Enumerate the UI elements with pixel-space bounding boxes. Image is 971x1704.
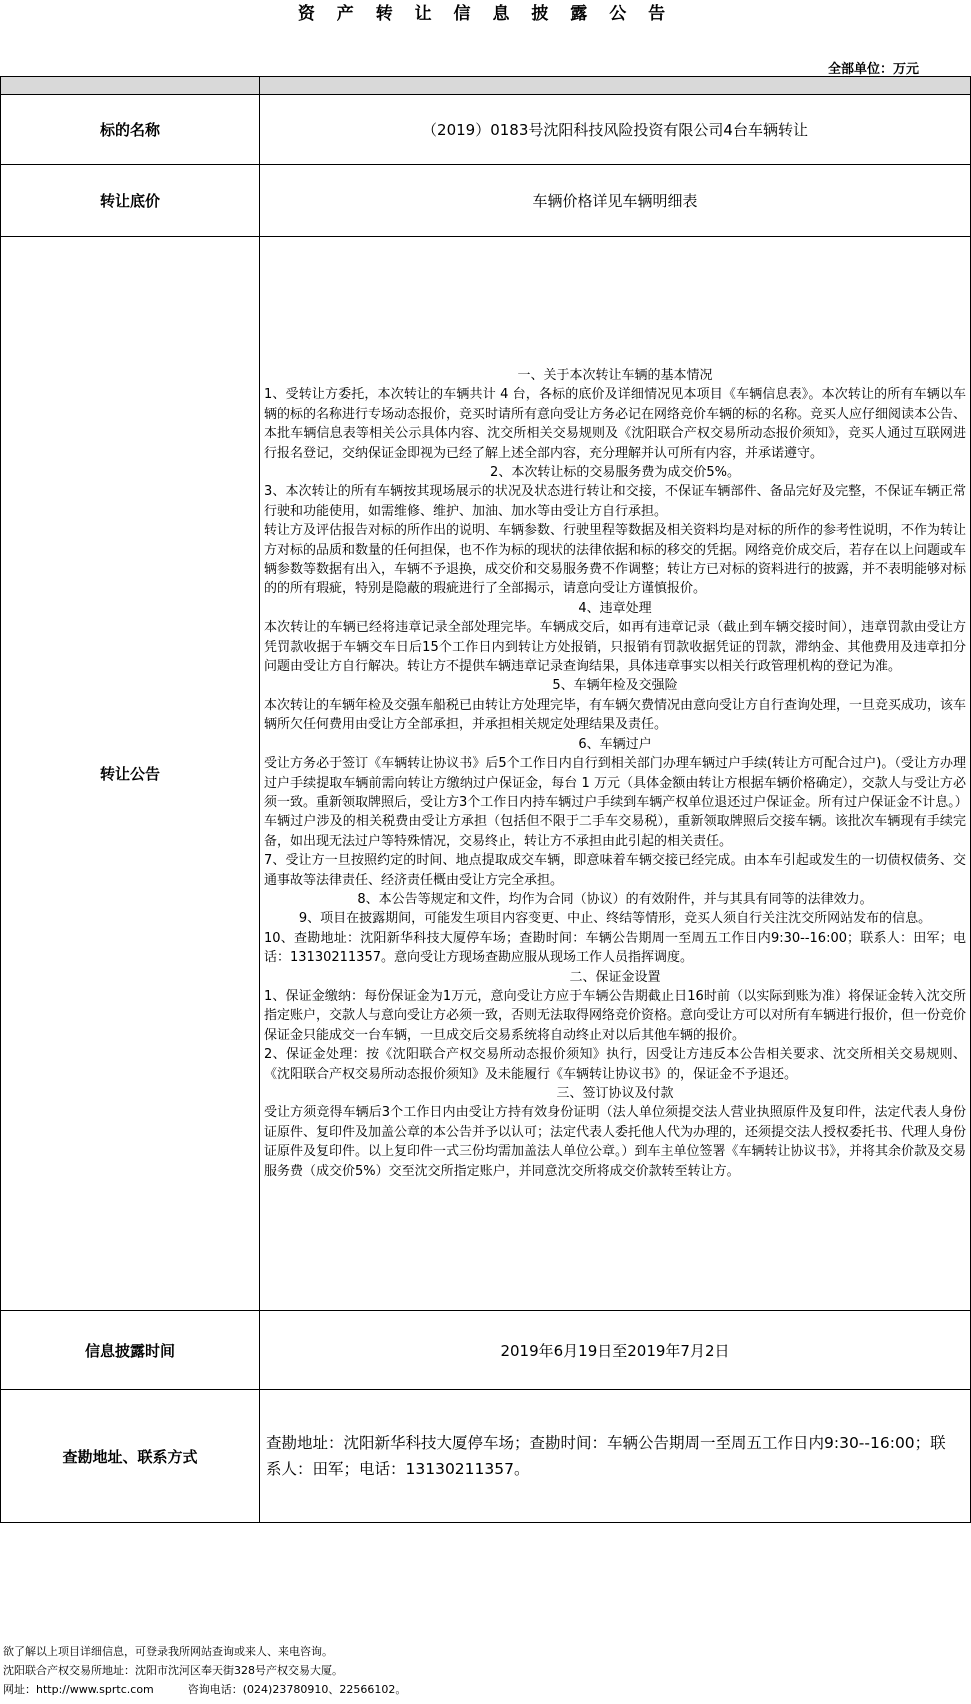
phone-number: 咨询电话：(024)23780910、22566102。	[187, 1683, 407, 1696]
period-value: 2019年6月19日至2019年7月2日	[260, 1311, 971, 1389]
notice-paragraph: 1、受转让方委托，本次转让的车辆共计 4 台，各标的底价及详细情况见本项目《车辆信息表》。本次转让的所有车辆以车辆的标的名称进行专场动态报价，竞买时请所有意向受让方务必记在网络竞价车辆的标的名称。竞买人应仔细阅读本公告、本批车辆信息表等相关公示具体内容、沈交所相关交易规则及《沈阳联合产权交易所动态报价须知》，竞买人通过互联网进行报名登记，交纳保证金即视为已经了解上述全部内容，充分理解并认可所有内容，并承诺遵守。	[264, 387, 967, 461]
contact-label: 查勘地址、联系方式	[0, 1390, 260, 1522]
footer-info	[0, 1642, 971, 1699]
notice-paragraph: 5、车辆年检及交强险	[552, 678, 678, 694]
notice-paragraph: 受让方须竞得车辆后3个工作日内由受让方持有效身份证明（法人单位须提交法人营业执照原件及复印件，法定代表人身份证原件、复印件及加盖公章的本公告并予以认可；法定代表人委托他人代为办理的，还须提交法人授权委托书、代理人身份证原件及复印件。以上复印件一式三份均需加盖法人单位公章。）到车主单位签署《车辆转让协议书》，并将其余价款及交易服务费（成交价5%）交至沈交所指定账户，并同意沈交所将成交价款转至转让方。	[264, 1105, 967, 1179]
notice-paragraph: 本次转让的车辆年检及交强车船税已由转让方处理完毕，有车辆欠费情况由意向受让方自行查询处理，一旦竞买成功，该车辆所欠任何费用由受让方全部承担，并承担相关规定处理结果及责任。	[264, 697, 967, 733]
row-subject	[0, 95, 971, 165]
notice-paragraph: 受让方务必于签订《车辆转让协议书》后5个工作日内自行到相关部门办理车辆过户手续(转让方可配合过户)。（受让方办理过户手续提取车辆前需向转让方缴纳过户保证金，每台 1 万元（具体金额由转让方根据车辆价格确定），交款人与受让方必须一致。重新领取牌照后，受让方3个工作日内持车辆过户手续到车辆产权单位退还过户保证金。所有过户保证金不计息。）	[264, 756, 968, 810]
notice-paragraph: 9、项目在披露期间，可能发生项目内容变更、中止、终结等情形，竞买人须自行关注沈交所网站发布的信息。	[298, 911, 932, 927]
price-label: 转让底价	[0, 165, 260, 236]
unit-note: 全部单位：万元	[827, 62, 919, 77]
disclosure-table	[0, 76, 971, 1523]
notice-paragraph: 8、本公告等规定和文件，均作为合同（协议）的有效附件，并与其具有同等的法律效力。	[357, 891, 873, 907]
notice-label: 转让公告	[0, 237, 260, 1310]
notice-paragraph: 4、违章处理	[578, 600, 652, 616]
website-link[interactable]: 网址：http://www.sprtc.com	[3, 1683, 154, 1696]
subject-value: （2019）0183号沈阳科技风险投资有限公司4台车辆转让	[260, 95, 971, 164]
notice-paragraph: 转让方及评估报告对标的所作出的说明、车辆参数、行驶里程等数据及相关资料均是对标的所作的参考性说明，不作为转让方对标的品质和数量的任何担保，也不作为标的现状的法律依据和标的移交的凭据。网络竞价成交后，若存在以上问题或车辆参数等数据有出入，车辆不予退换，成交价和交易服务费不作调整；转让方已对标的资料进行的披露，并不表明能够对标的的所有瑕疵，特别是隐蔽的瑕疵进行了全部揭示，请意向受让方谨慎报价。	[264, 523, 967, 597]
notice-paragraph: 车辆过户涉及的相关税费由受让方承担（包括但不限于二手车交易税），重新领取牌照后交接车辆。该批次车辆现有手续完备，如出现无法过户等特殊情况，交易终止，转让方不承担由此引起的相关责任。	[264, 814, 966, 849]
notice-paragraph: 本次转让的车辆已经将违章记录全部处理完毕。车辆成交后，如再有违章记录（截止到车辆交接时间），违章罚款由受让方凭罚款收据于车辆交车日后15个工作日内到转让方处报销，只报销有罚款收据凭证的罚款，滞纳金、其他费用及违章扣分问题由受让方自行解决。转让方不提供车辆违章记录查询结果，具体违章事实以相关行政管理机构的登记为准。	[264, 620, 966, 675]
table-header-row	[0, 77, 971, 95]
notice-paragraph: 2、本次转让标的交易服务费为成交价5%。	[490, 465, 740, 480]
notice-paragraph: 10、查勘地址：沈阳新华科技大厦停车场；查勘时间：车辆公告期周一至周五工作日内9:30--16:00；联系人：田军；电话：13130211357。意向受让方现场查勘应服从现场工作人员指挥调度。	[264, 930, 966, 966]
header-cell-left	[0, 77, 260, 94]
notice-paragraph: 一、关于本次转让车辆的基本情况	[517, 367, 713, 383]
notice-paragraph: 6、车辆过户	[578, 736, 652, 752]
row-period	[0, 1311, 971, 1390]
period-label: 信息披露时间	[0, 1311, 260, 1389]
notice-paragraph: 二、保证金设置	[569, 969, 661, 985]
notice-paragraph: 1、保证金缴纳：每份保证金为1万元，意向受让方应于车辆公告期截止日16时前（以实际到账为准）将保证金转入沈交所指定账户，交款人与意向受让方必须一致，否则无法取得网络竞价资格。意向受让方可以对所有车辆进行报价，但一份竞价保证金只能成交一台车辆，一旦成交后交易系统将自动终止对以后其他车辆的报价。	[264, 988, 967, 1043]
row-notice	[0, 237, 971, 1311]
subject-label: 标的名称	[0, 95, 260, 164]
footer-line-2: 沈阳联合产权交易所地址：沈阳市沈河区奉天街328号产权交易大厦。	[3, 1664, 343, 1677]
notice-paragraph: 7、受让方一旦按照约定的时间、地点提取成交车辆，即意味着车辆交接已经完成。由本车引起或发生的一切债权债务、交通事故等法律责任、经济责任概由受让方完全承担。	[264, 853, 966, 888]
footer-line-3	[3, 1680, 971, 1699]
notice-paragraph: 三、签订协议及付款	[556, 1086, 674, 1101]
header-cell-right	[260, 77, 971, 94]
footer-line-1: 欲了解以上项目详细信息，可登录我所网站查询或来人、来电咨询。	[3, 1645, 333, 1658]
notice-body	[260, 237, 971, 1310]
price-value: 车辆价格详见车辆明细表	[260, 165, 971, 236]
notice-paragraph: 3、本次转让的所有车辆按其现场展示的状况及状态进行转让和交接，不保证车辆部件、备品完好及完整，不保证车辆正常行驶和功能使用，如需维修、维护、加油、加水等由受让方自行承担。	[264, 484, 966, 519]
row-price	[0, 165, 971, 237]
notice-paragraph: 2、保证金处理：按《沈阳联合产权交易所动态报价须知》执行，因受让方违反本公告相关要求、沈交所相关交易规则、《沈阳联合产权交易所动态报价须知》及未能履行《车辆转让协议书》的，保证金不予退还。	[264, 1047, 966, 1082]
contact-value: 查勘地址：沈阳新华科技大厦停车场；查勘时间：车辆公告期周一至周五工作日内9:30--16:00；联系人：田军；电话：13130211357。	[260, 1390, 971, 1522]
page-title: 资 产 转 让 信 息 披 露 公 告	[297, 4, 674, 24]
row-contact	[0, 1390, 971, 1523]
